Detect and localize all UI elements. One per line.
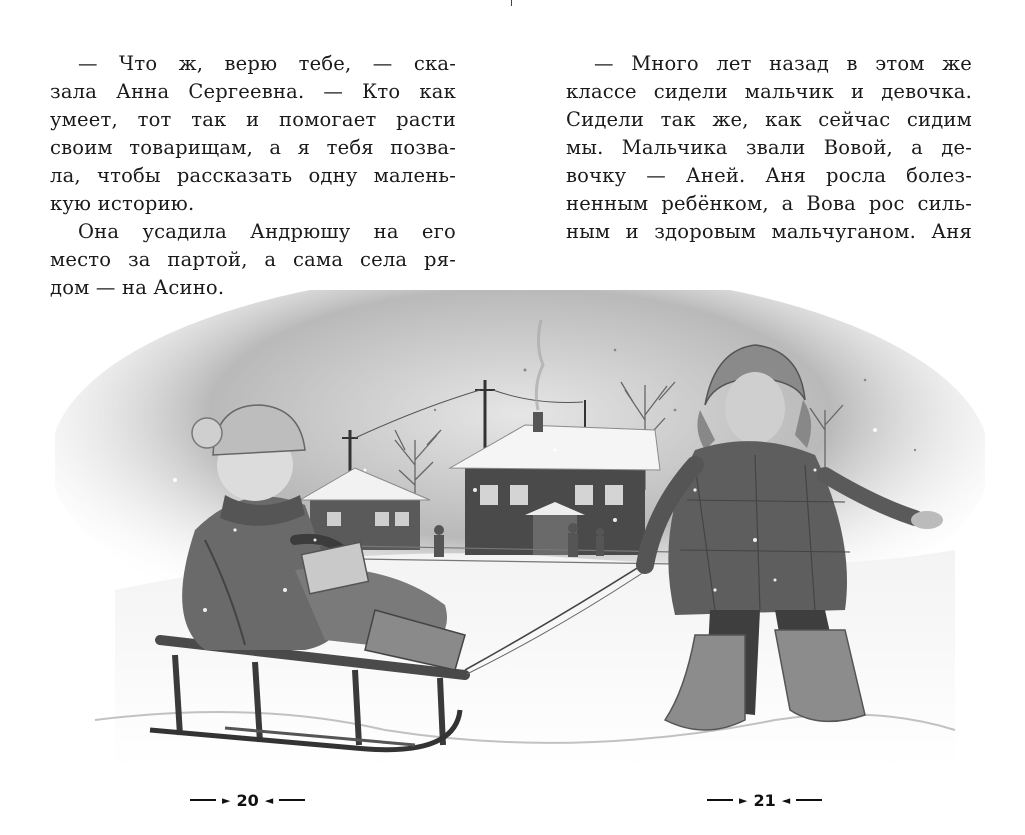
text-line: дом — на Асино. xyxy=(50,276,225,299)
text-line: классе сидели мальчик и девочка. xyxy=(566,80,972,103)
text-line: ла, чтобы рассказать одну малень- xyxy=(50,164,456,187)
text-line: место за партой, а сама села ря- xyxy=(50,248,456,271)
text-line: — Много лет назад в этом же xyxy=(594,52,972,75)
text-line: Она усадила Андрюшу на его xyxy=(78,220,456,243)
arrow-left-icon: ◄ xyxy=(264,793,274,807)
arrow-left-icon: ◄ xyxy=(781,793,791,807)
text-line: — Что ж, верю тебе, — ска- xyxy=(78,52,456,75)
text-line: мы. Мальчика звали Вовой, а де- xyxy=(566,136,972,159)
folio-rule xyxy=(279,799,305,801)
page-number: 20 xyxy=(236,790,259,810)
winter-sled-illustration xyxy=(55,290,985,770)
text-line: Сидели так же, как сейчас сидим xyxy=(566,108,972,131)
paragraph xyxy=(50,50,456,218)
text-line: вочку — Аней. Аня росла болез- xyxy=(566,164,972,187)
text-line: ным и здоровым мальчуганом. Аня xyxy=(566,220,972,243)
arrow-right-icon: ► xyxy=(222,793,231,807)
page-number: 21 xyxy=(753,790,776,810)
page-number-left xyxy=(190,789,305,811)
folio-rule xyxy=(190,799,216,801)
folio-rule xyxy=(707,799,733,801)
gutter-mark xyxy=(511,0,512,6)
text-line: кую историю. xyxy=(50,192,195,215)
left-page-text xyxy=(50,50,456,302)
arrow-right-icon: ► xyxy=(739,793,748,807)
text-line: своим товарищам, а я тебя позва- xyxy=(50,136,456,159)
text-line: умеет, тот так и помогает расти xyxy=(50,108,456,131)
right-page-text xyxy=(566,50,972,246)
text-line: ненным ребёнком, а Вова рос силь- xyxy=(566,192,972,215)
page-number-right xyxy=(707,789,822,811)
paragraph xyxy=(566,50,972,246)
folio-rule xyxy=(796,799,822,801)
text-line: зала Анна Сергеевна. — Кто как xyxy=(50,80,456,103)
